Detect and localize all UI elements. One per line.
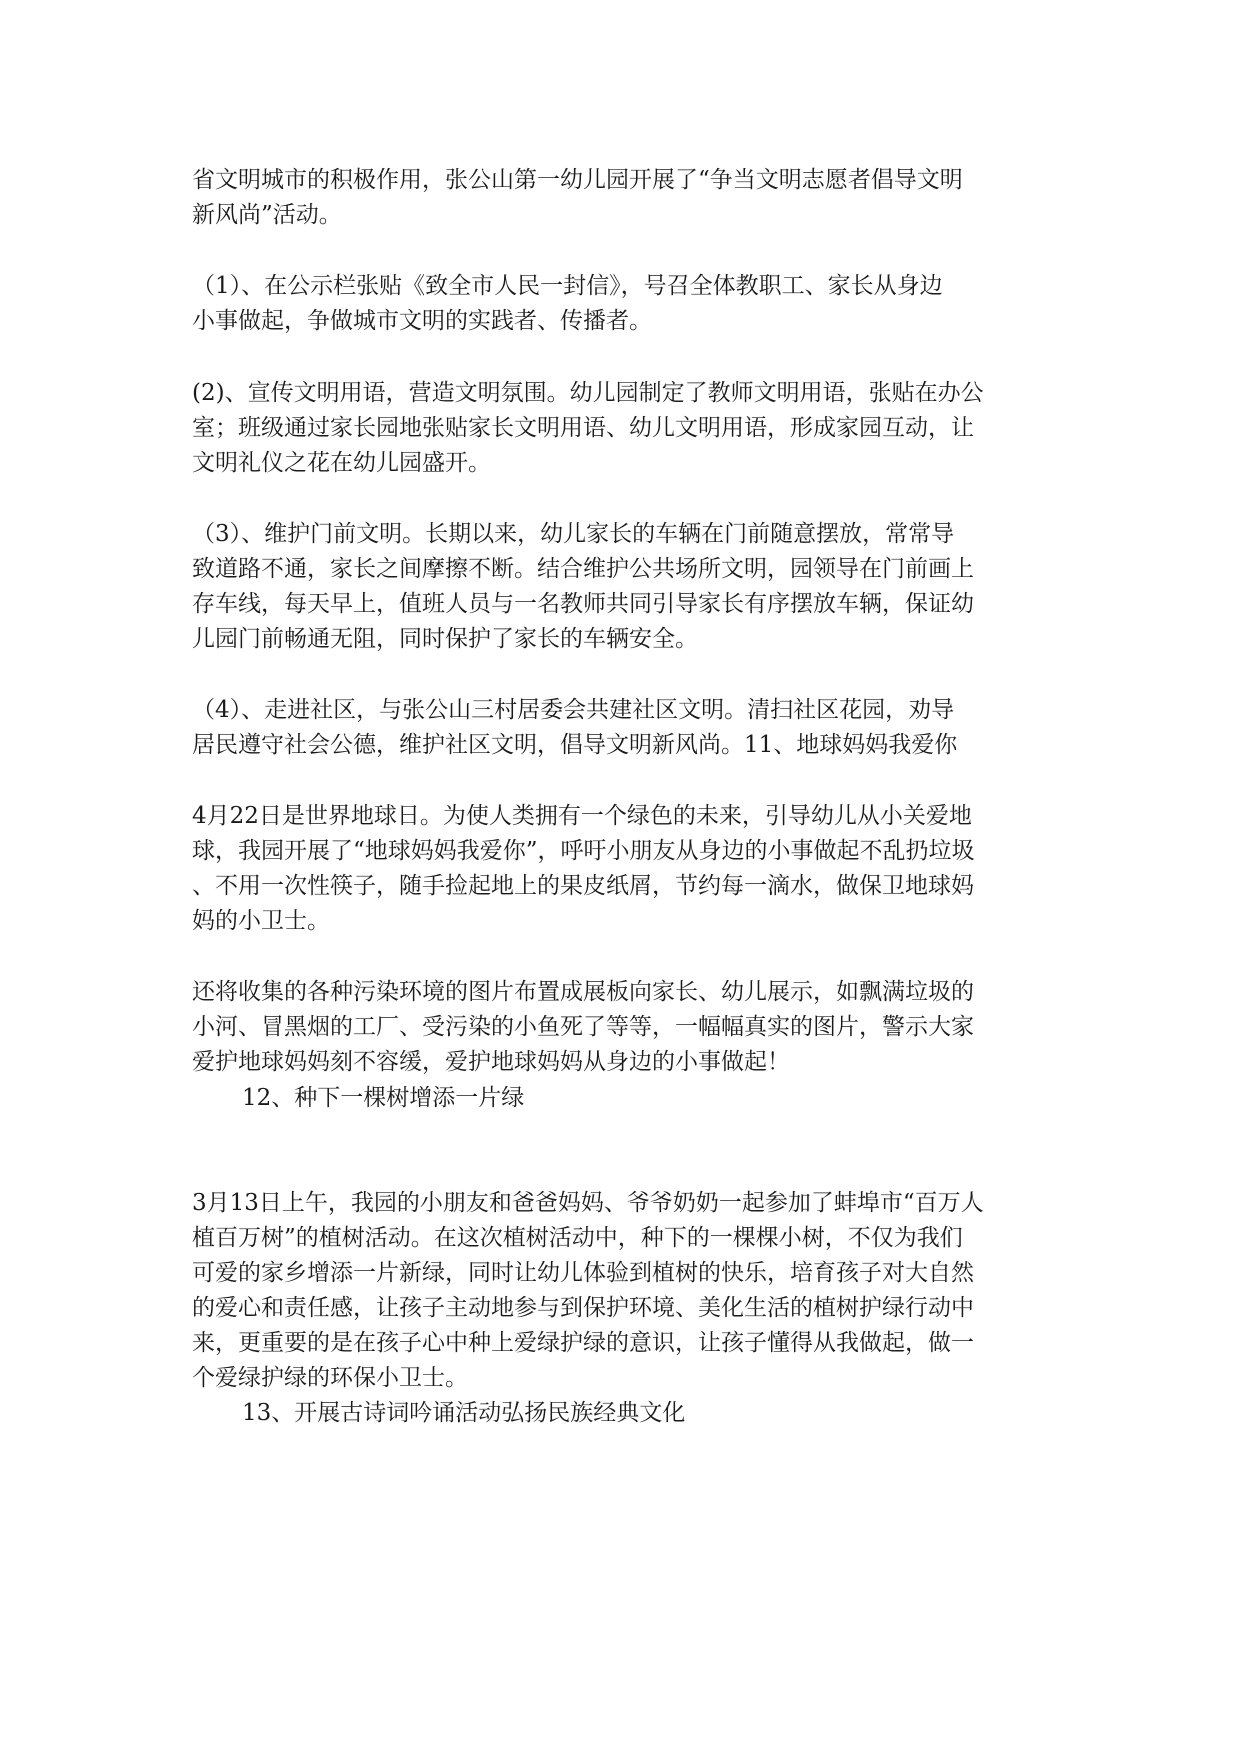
paragraph-civilized-language: (2)、宣传文明用语，营造文明氛围。幼儿园制定了教师文明用语，张贴在办公 室；班级通过家长园地张贴家长文明用语、幼儿文明用语，形成家园互动，让 文明礼仪之花在幼儿园盛开。 [192, 380, 984, 476]
paragraph-earth-day: 4月22日是世界地球日。为使人类拥有一个绿色的未来，引导幼儿从小关爱地 球，我园开展了“地球妈妈我爱你”，呼吁小朋友从身边的小事做起不乱扔垃圾 、不用一次性筷子，随手捡起地上的果皮纸屑，节约每一滴水，做保卫地球妈 妈的小卫士。 [192, 803, 975, 934]
paragraph-pollution-exhibit: 还将收集的各种污染环境的图片布置成展板向家长、幼儿展示，如飘满垃圾的 小河、冒黑烟的工厂、受污染的小鱼死了等等，一幅幅真实的图片，警示大家 爱护地球妈妈刻不容缓，爱护地球妈妈从身边的小事做起！ [192, 979, 974, 1075]
paragraph-community: （4）、走进社区，与张公山三村居委会共建社区文明。清扫社区花园，劝导 居民遵守社会公德，维护社区文明，倡导文明新风尚。11、地球妈妈我爱你 [192, 697, 958, 758]
paragraph-gate-civilization: （3）、维护门前文明。长期以来，幼儿家长的车辆在门前随意摆放，常常导 致道路不通，家长之间摩擦不断。结合维护公共场所文明，园领导在门前画上 存车线，每天早上，值班人员与一名教师共同引导家长有序摆放车辆，保证幼 儿园门前畅通无阻，同时保护了家长的车辆安全。 [192, 521, 974, 652]
section-heading-tree-planting: 12、种下一棵树增添一片绿 [242, 1085, 525, 1111]
paragraph-bulletin-letter: （1）、在公示栏张贴《致全市人民一封信》，号召全体教职工、家长从身边 小事做起，争做城市文明的实践者、传播者。 [192, 273, 943, 334]
paragraph-tree-planting: 3月13日上午，我园的小朋友和爸爸妈妈、爷爷奶奶一起参加了蚌埠市“百万人 植百万树”的植树活动。在这次植树活动中，种下的一棵棵小树，不仅为我们 可爱的家乡增添一片新绿，同时让幼儿体验到植树的快乐，培育孩子对大自然 的爱心和责任感，让孩子主动地参与到保护环境、美化生活的植树护绿行动中 来，更重要的是在孩子心中种上爱绿护绿的意识，让孩子懂得从我做起，做一 个爱绿护绿的环保小卫士。 [192, 1190, 984, 1391]
paragraph-civilized-city-intro: 省文明城市的积极作用，张公山第一幼儿园开展了“争当文明志愿者倡导文明 新风尚”活动。 [192, 167, 963, 228]
section-heading-classical-poetry: 13、开展古诗词吟诵活动弘扬民族经典文化 [242, 1400, 686, 1426]
